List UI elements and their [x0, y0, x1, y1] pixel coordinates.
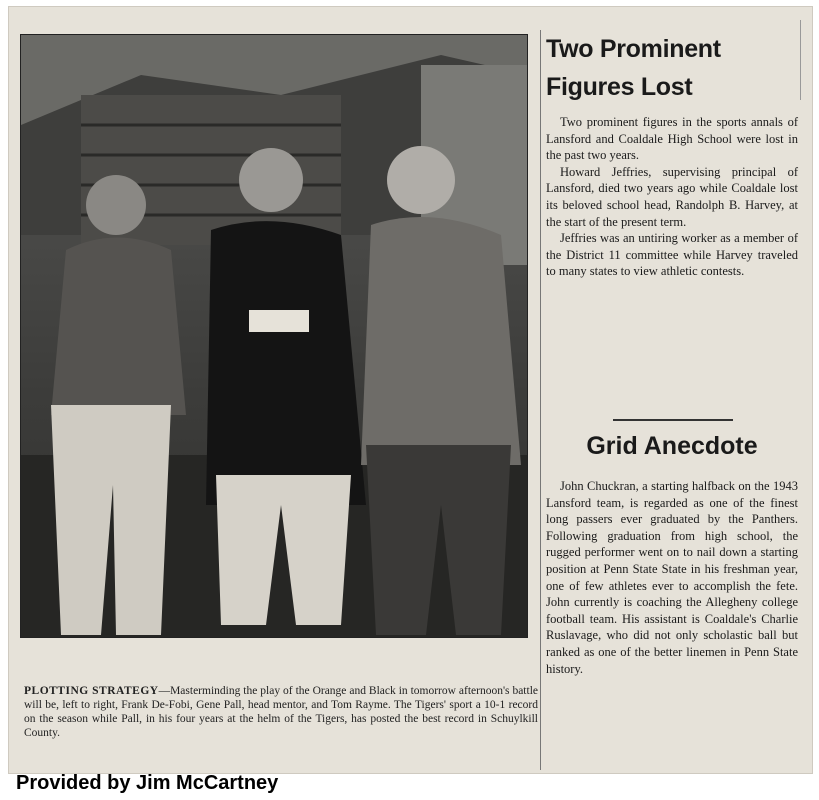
- article2-headline: Grid Anecdote: [586, 432, 758, 460]
- caption-text: —Masterminding the play of the Orange and Black in tomorrow afternoon's battle will be, left to right, Frank De-Fobi, Gene Pall, head mentor, and Tom Rayme. The Tigers' sport a 10-1 record on the season while Pall, in his four years at the helm of the Tigers, has posted the best record in Schuylkill County.: [24, 685, 538, 739]
- article1-paragraph: Jeffries was an untiring worker as a member of the District 11 committee while Harvey traveled to many states to view athletic contests.: [546, 231, 798, 279]
- article1-body: [546, 114, 798, 280]
- news-photo: [20, 34, 528, 638]
- article2-paragraph: John Chuckran, a starting halfback on the 1943 Lansford team, is regarded as one of the finest long passers ever graduated by the Panthers. Following graduation from high school, the rugged performer went on to nail down a starting position at Penn State State in his freshman year, one of few athletes ever to accomplish the fete. John currently is coaching the Allegheny college football team. His assistant is Coaldale's Charlie Ruslavage, who did not only scholastic ball but ranked as one of the better linemen in Penn State history.: [546, 479, 798, 676]
- article2-body: [546, 478, 798, 677]
- headline-line-2: Figures Lost: [546, 73, 693, 101]
- column-edge-rule: [800, 20, 801, 100]
- article1-headline: [546, 30, 798, 106]
- article1-paragraph: Howard Jeffries, supervising principal of Lansford, died two years ago while Coaldale lost its beloved school head, Randolph B. Harvey, at the start of the present term.: [546, 164, 798, 229]
- caption-lead: PLOTTING STRATEGY: [24, 685, 159, 697]
- article-separator: [613, 419, 733, 421]
- column-divider: [540, 30, 541, 770]
- headline-line-1: Two Prominent: [546, 35, 721, 63]
- article1-paragraph: Two prominent figures in the sports annals of Lansford and Coaldale High School were lost in the past two years.: [546, 115, 798, 163]
- photo-illustration: [21, 35, 528, 638]
- photo-caption: [24, 684, 538, 764]
- credit-line: Provided by Jim McCartney: [16, 772, 279, 794]
